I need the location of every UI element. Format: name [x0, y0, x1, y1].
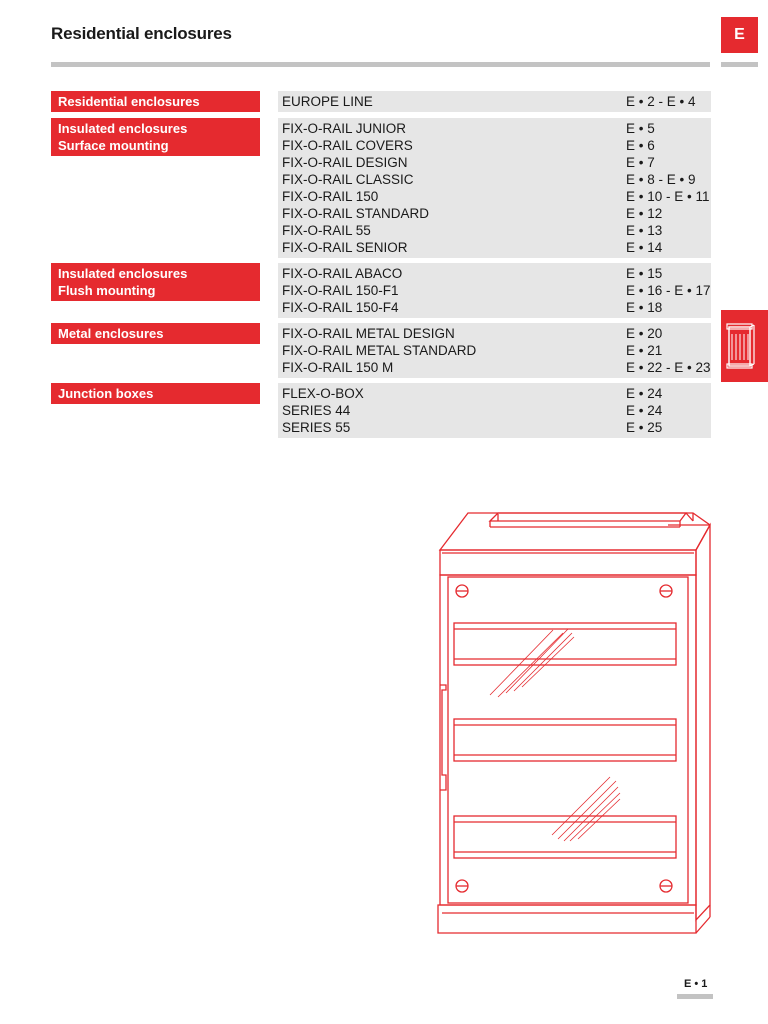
- product-name: FIX-O-RAIL 150-F1: [282, 283, 399, 298]
- product-name: SERIES 55: [282, 420, 351, 435]
- toc-row: [282, 171, 711, 188]
- toc-row: [282, 93, 711, 110]
- toc-row: [282, 299, 711, 316]
- product-name: EUROPE LINE: [282, 94, 373, 109]
- product-name: FIX-O-RAIL SENIOR: [282, 240, 408, 255]
- product-name: FLEX-O-BOX: [282, 386, 364, 401]
- page-reference: E • 20: [626, 326, 663, 341]
- section-items: [278, 323, 711, 378]
- product-name: SERIES 44: [282, 403, 351, 418]
- page-reference: E • 6: [626, 138, 655, 153]
- page-reference: E • 7: [626, 155, 655, 170]
- section-label: [51, 323, 260, 344]
- page-reference: E • 24: [626, 386, 663, 401]
- section-label-line: Flush mounting: [58, 283, 156, 298]
- page-number: E • 1: [684, 978, 708, 990]
- product-name: FIX-O-RAIL STANDARD: [282, 206, 430, 221]
- section-label: [51, 263, 260, 301]
- product-name: FIX-O-RAIL ABACO: [282, 266, 403, 281]
- product-name: FIX-O-RAIL JUNIOR: [282, 121, 407, 136]
- section-items: [278, 91, 711, 112]
- toc-row: [282, 265, 711, 282]
- page-reference: E • 25: [626, 420, 663, 435]
- section-label-line: Junction boxes: [58, 386, 154, 401]
- section-label: [51, 383, 260, 404]
- product-name: FIX-O-RAIL METAL STANDARD: [282, 343, 477, 358]
- page-reference: E • 16 - E • 17: [626, 283, 711, 298]
- page-title: Residential enclosures: [51, 24, 232, 43]
- page-reference: E • 8 - E • 9: [626, 172, 696, 187]
- page-reference: E • 21: [626, 343, 663, 358]
- product-name: FIX-O-RAIL DESIGN: [282, 155, 408, 170]
- header-rule-right: [721, 62, 758, 67]
- product-name: FIX-O-RAIL 150-F4: [282, 300, 399, 315]
- enclosure-illustration: [428, 505, 718, 945]
- product-name: FIX-O-RAIL COVERS: [282, 138, 413, 153]
- toc-row: [282, 120, 711, 137]
- page-reference: E • 14: [626, 240, 663, 255]
- toc-row: [282, 154, 711, 171]
- toc-row: [282, 205, 711, 222]
- toc-row: [282, 137, 711, 154]
- toc-row: [282, 385, 711, 402]
- section-label-line: Insulated enclosures: [58, 266, 188, 281]
- page-reference: E • 5: [626, 121, 655, 136]
- toc-row: [282, 239, 711, 256]
- section-label-line: Insulated enclosures: [58, 121, 188, 136]
- toc-row: [282, 325, 711, 342]
- header-rule: [51, 62, 710, 67]
- page-reference: E • 22 - E • 23: [626, 360, 711, 375]
- page-reference: E • 15: [626, 266, 663, 281]
- toc-row: [282, 222, 711, 239]
- footer-rule: [677, 994, 713, 999]
- page-reference: E • 24: [626, 403, 663, 418]
- section-label: [51, 91, 260, 112]
- section-items: [278, 263, 711, 318]
- page-reference: E • 2 - E • 4: [626, 94, 696, 109]
- enclosure-icon: [721, 310, 768, 382]
- product-name: FIX-O-RAIL 55: [282, 223, 371, 238]
- page-reference: E • 10 - E • 11: [626, 189, 710, 204]
- section-label-line: Residential enclosures: [58, 94, 200, 109]
- section-label-line: Surface mounting: [58, 138, 169, 153]
- page-reference: E • 12: [626, 206, 663, 221]
- toc-row: [282, 402, 711, 419]
- product-name: FIX-O-RAIL 150: [282, 189, 379, 204]
- section-label: [51, 118, 260, 156]
- toc-row: [282, 359, 711, 376]
- section-label-line: Metal enclosures: [58, 326, 164, 341]
- product-name: FIX-O-RAIL METAL DESIGN: [282, 326, 455, 341]
- side-tab: [721, 310, 768, 382]
- section-tab-e: E: [721, 17, 758, 53]
- section-items: [278, 383, 711, 438]
- toc-row: [282, 342, 711, 359]
- page-reference: E • 13: [626, 223, 663, 238]
- page-reference: E • 18: [626, 300, 663, 315]
- toc-row: [282, 282, 711, 299]
- product-name: FIX-O-RAIL 150 M: [282, 360, 394, 375]
- toc-row: [282, 188, 711, 205]
- product-name: FIX-O-RAIL CLASSIC: [282, 172, 414, 187]
- toc-row: [282, 419, 711, 436]
- section-items: [278, 118, 711, 258]
